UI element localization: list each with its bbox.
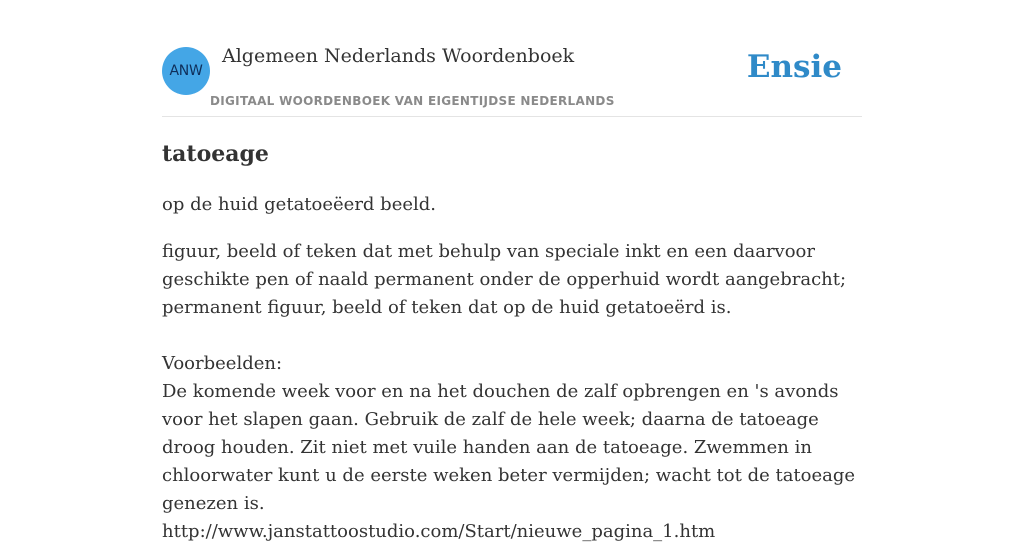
source-url: http://www.janstattoostudio.com/Start/nieuwe_pagina_1.htm bbox=[162, 521, 716, 542]
site-subtitle: DIGITAAL WOORDENBOEK VAN EIGENTIJDSE NEDERLANDS bbox=[210, 94, 615, 108]
definition-text: figuur, beeld of teken dat met behulp van speciale inkt en een daarvoor geschikte pen of naald permanent onder de opperhuid wordt aangebracht; permanent figuur, beeld of teken dat op de huid getatoeërd is. bbox=[162, 241, 847, 318]
short-definition: op de huid getatoeëerd beeld. bbox=[162, 194, 437, 215]
long-definition bbox=[162, 238, 868, 546]
entry-headword: tatoeage bbox=[162, 141, 269, 167]
entry-content bbox=[162, 138, 868, 546]
anw-logo[interactable]: ANW bbox=[162, 47, 210, 95]
ensie-brand-logo[interactable]: Ensie bbox=[746, 49, 842, 85]
examples-text: De komende week voor en na het douchen de zalf opbrengen en 's avonds voor het slapen gaan. Gebruik de zalf de hele week; daarna de tatoeage droog houden. Zit niet met vuile handen aan de tatoeage. Zwemmen in chloorwater kunt u de eerste weken beter vermijden; wacht tot de tatoeage genezen is. bbox=[162, 381, 856, 514]
site-title[interactable]: Algemeen Nederlands Woordenboek bbox=[222, 45, 575, 67]
site-header bbox=[162, 0, 862, 117]
examples-label: Voorbeelden: bbox=[162, 353, 283, 374]
